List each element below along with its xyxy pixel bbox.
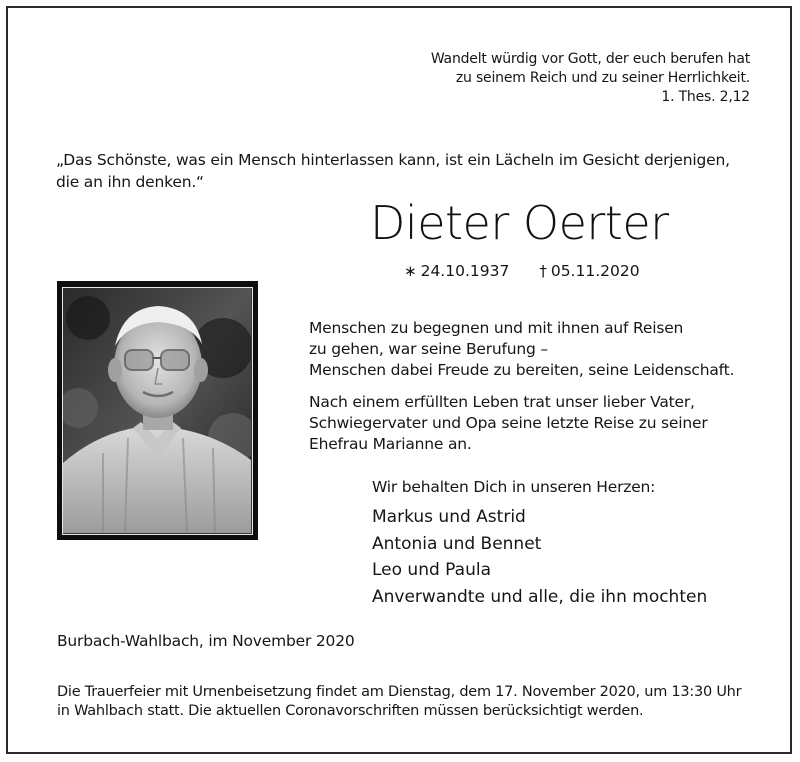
place-and-date: Burbach-Wahlbach, im November 2020 [57, 632, 355, 650]
verse-line: Wandelt würdig vor Gott, der euch berufen hat [430, 51, 750, 67]
bible-verse [431, 50, 750, 107]
death-cross-icon: † [539, 262, 547, 280]
death-date: 05.11.2020 [550, 262, 640, 280]
mourner-name: Leo und Paula [372, 560, 491, 580]
funeral-notice [57, 683, 777, 721]
portrait-photo-border [62, 287, 253, 535]
quote-line: „Das Schönste, was ein Mensch hinterlassen kann, ist ein Lächeln im Gesicht derjenigen, [56, 151, 730, 169]
mourner-name: Anverwandte und alle, die ihn mochten [372, 586, 708, 607]
life-dates [404, 262, 640, 280]
portrait-image [63, 288, 251, 533]
mourner-name: Markus und Astrid [372, 507, 526, 527]
tribute-paragraph-1 [309, 318, 769, 381]
birth-date: 24.10.1937 [420, 262, 510, 280]
tribute-paragraph-2 [309, 392, 769, 455]
paragraph-line: Schwiegervater und Opa seine letzte Reise zu seiner [309, 414, 708, 432]
paragraph-line: Ehefrau Marianne an. [309, 435, 472, 453]
mourner-name: Antonia und Bennet [372, 533, 542, 554]
portrait-photo [57, 281, 258, 540]
mourners-list [372, 504, 707, 610]
paragraph-line: Menschen dabei Freude zu bereiten, seine Leidenschaft. [309, 361, 735, 379]
deceased-name: Dieter Oerter [370, 196, 669, 250]
paragraph-line: Menschen zu begegnen und mit ihnen auf Reisen [309, 319, 684, 337]
notice-line: Die Trauerfeier mit Urnenbeisetzung findet am Dienstag, dem 17. November 2020, um 13:30 Uhr [57, 684, 742, 700]
birth-star-icon: ∗ [404, 262, 417, 280]
paragraph-line: Nach einem erfüllten Leben trat unser lieber Vater, [309, 393, 695, 411]
verse-line: zu seinem Reich und zu seiner Herrlichkeit. [455, 70, 750, 86]
mourners-intro: Wir behalten Dich in unseren Herzen: [372, 478, 656, 496]
notice-line: in Wahlbach statt. Die aktuellen Coronavorschriften müssen berücksichtigt werden. [57, 703, 644, 719]
memorial-quote [56, 149, 776, 193]
verse-reference: 1. Thes. 2,12 [661, 89, 750, 105]
paragraph-line: zu gehen, war seine Berufung – [309, 340, 548, 358]
quote-line: die an ihn denken.“ [56, 173, 204, 191]
